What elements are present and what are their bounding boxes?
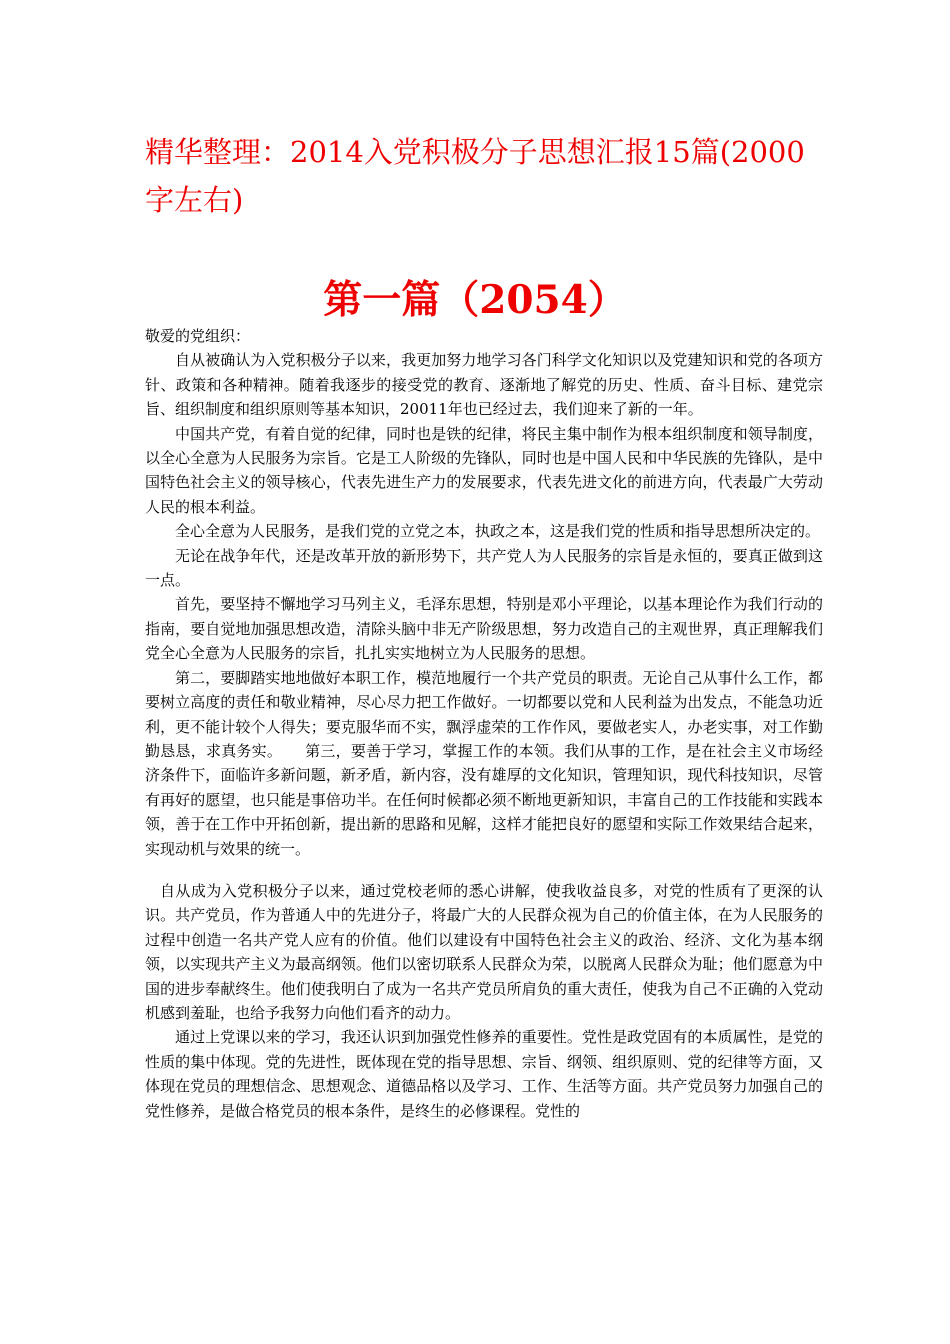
paragraph: 全心全意为人民服务，是我们党的立党之本，执政之本，这是我们党的性质和指导思想所决定的。 <box>175 522 821 541</box>
section-heading: 第一篇（2054） <box>323 277 627 323</box>
paragraph: 中国共产党，有着自觉的纪律，同时也是铁的纪律，将民主集中制作为根本组织制度和领导制度，以全心全意为人民服务为宗旨。它是工人阶级的先锋队，同时也是中国人民和中华民族的先锋队，是中国特色社会主义的领导核心，代表先进生产力的发展要求，代表先进文化的前进方向，代表最广大劳动人民的根本利益。 <box>145 424 823 516</box>
paragraph: 无论在战争年代，还是改革开放的新形势下，共产党人为人民服务的宗旨是永恒的，要真正做到这一点。 <box>145 546 823 590</box>
paragraph: 首先，要坚持不懈地学习马列主义，毛泽东思想，特别是邓小平理论，以基本理论作为我们行动的指南，要自觉地加强思想改造，清除头脑中非无产阶级思想，努力改造自己的主观世界，真正理解我们党全心全意为人民服务的宗旨，扎扎实实地树立为人民服务的思想。 <box>145 595 823 663</box>
document-title: 精华整理：2014入党积极分子思想汇报15篇(2000字左右) <box>145 135 805 217</box>
paragraph: 自从被确认为入党积极分子以来，我更加努力地学习各门科学文化知识以及党建知识和党的各项方针、政策和各种精神。随着我逐步的接受党的教育、逐渐地了解党的历史、性质、奋斗目标、建党宗旨、组织制度和组织原则等基本知识，20011年也已经过去，我们迎来了新的一年。 <box>145 351 823 419</box>
paragraph: 第二，要脚踏实地地做好本职工作，模范地履行一个共产党员的职责。无论自己从事什么工作，都要树立高度的责任和敬业精神，尽心尽力把工作做好。一切都要以党和人民利益为出发点，不能急功近利，更不能计较个人得失；要克服华而不实，飘浮虚荣的工作作风，要做老实人，办老实事，对工作勤勤恳恳，求真务实。 第三，要善于学习，掌握工作的本领。我们从事的工作，是在社会主义市场经济条件下，面临许多新问题，新矛盾，新内容，没有雄厚的文化知识，管理知识，现代科技知识，尽管有再好的愿望，也只能是事倍功半。在任何时候都必须不断地更新知识，丰富自己的工作技能和实践本领，善于在工作中开拓创新，提出新的思路和见解，这样才能把良好的愿望和实际工作效果结合起来，实现动机与效果的统一。 <box>145 668 823 858</box>
salutation: 敬爱的党组织： <box>145 327 251 345</box>
paragraph: 自从成为入党积极分子以来，通过党校老师的悉心讲解，使我收益良多，对党的性质有了更深的认识。共产党员，作为普通人中的先进分子，将最广大的人民群众视为自己的价值主体，在为人民服务的过程中创造一名共产党人应有的价值。他们以建设有中国特色社会主义的政治、经济、文化为基本纲领，以实现共产主义为最高纲领。他们以密切联系人民群众为荣，以脱离人民群众为耻；他们愿意为中国的进步奉献终生。他们使我明白了成为一名共产党员所肩负的重大责任，使我为自己不正确的入党动机感到羞耻，也给予我努力向他们看齐的动力。 <box>145 881 823 1022</box>
document-body <box>145 324 823 1123</box>
paragraph-gap <box>145 861 823 879</box>
paragraph: 通过上党课以来的学习，我还认识到加强党性修养的重要性。党性是政党固有的本质属性，是党的性质的集中体现。党的先进性，既体现在党的指导思想、宗旨、纲领、组织原则、党的纪律等方面，又体现在党员的理想信念、思想观念、道德品格以及学习、工作、生活等方面。共产党员努力加强自己的党性修养，是做合格党员的根本条件，是终生的必修课程。党性的 <box>145 1028 823 1120</box>
